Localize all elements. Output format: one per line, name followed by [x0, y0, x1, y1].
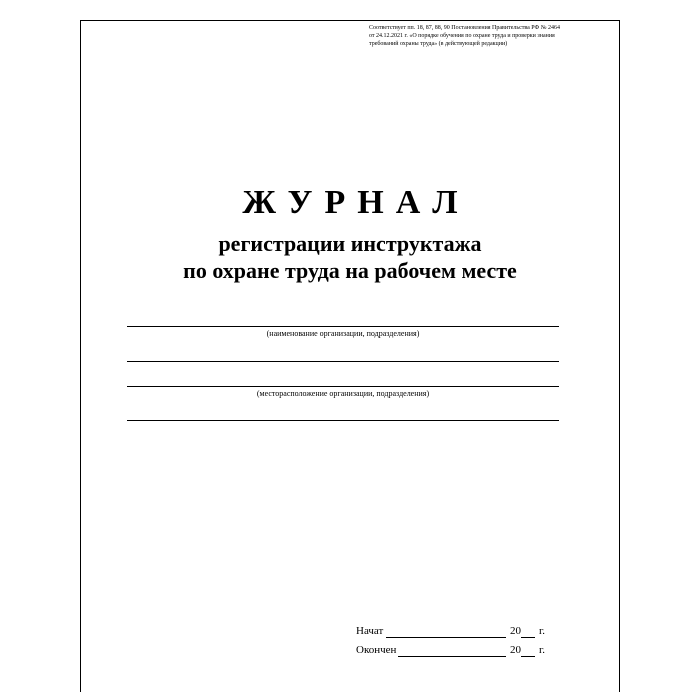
started-date-blank — [386, 625, 506, 638]
location-line-2 — [127, 420, 559, 421]
started-label: Начат — [356, 625, 384, 637]
legal-note-line: Соответствует пп. 18, 87, 88, 90 Постановления Правительства РФ № 2464 — [369, 25, 561, 31]
ended-year-prefix: 20 — [510, 644, 521, 656]
started-year-blank — [521, 625, 535, 638]
legal-note-line: от 24.12.2021 г. «О порядке обучения по охране труда и проверки знания — [369, 33, 555, 39]
journal-title: ЖУРНАЛ — [242, 184, 470, 221]
ended-date-blank — [398, 644, 506, 657]
legal-note — [369, 24, 584, 48]
legal-note-line: требований охраны труда» (в действующей редакции) — [369, 41, 508, 47]
ended-year-blank — [521, 644, 535, 657]
organization-name-line — [127, 326, 559, 327]
organization-caption: (наименование организации, подразделения) — [266, 329, 420, 338]
cover-border — [80, 20, 620, 692]
organization-name-line-2 — [127, 361, 559, 362]
location-caption: (месторасположение организации, подразделения) — [256, 389, 430, 398]
ended-date-row — [356, 643, 545, 657]
subtitle-line: по охране труда на рабочем месте — [183, 258, 517, 283]
subtitle-line: регистрации инструктажа — [218, 231, 482, 256]
journal-subtitle — [80, 230, 620, 284]
location-line — [127, 386, 559, 387]
ended-year-suffix: г. — [539, 644, 546, 656]
ended-label: Окончен — [356, 644, 397, 656]
started-date-row — [356, 624, 545, 638]
started-year-suffix: г. — [539, 625, 546, 637]
started-year-prefix: 20 — [510, 625, 521, 637]
